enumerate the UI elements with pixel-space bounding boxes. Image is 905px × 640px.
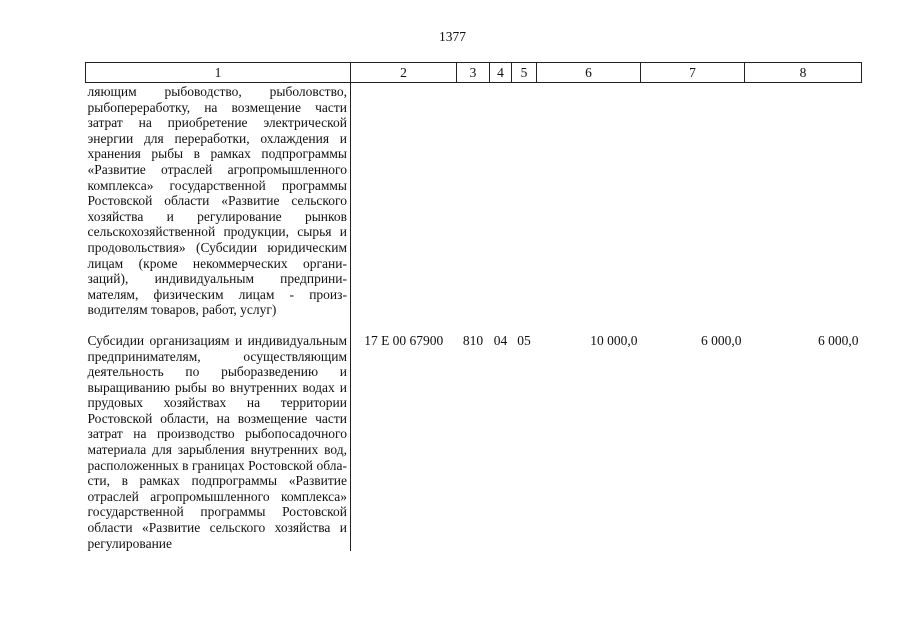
row-description: ляющим рыбоводство, рыболовство, рыбопереработку, на возмещение части затрат на приобретение электрической энергии для переработки, охлаждения и хранения рыбы в рамках подпрограммы «Развитие отраслей агропромышленного комплекса» государственной программы Ростовской области «Развитие сельского хозяйства и регулирование рынков сельскохозяйственной продукции, сырья и продовольствия» (Субсидии юридическим лицам (кроме некоммерческих организаций), индивидуальным предпринимателям, физическим лицам - производителям товаров, работ, услуг) xyxy=(86,83,351,330)
row-amount-col7 xyxy=(641,83,745,330)
row-expense-type: 810 xyxy=(462,332,484,348)
row-section xyxy=(490,83,512,330)
row-amount-col8: 6 000,0 xyxy=(818,332,859,348)
page-number: 1377 xyxy=(439,29,466,44)
column-header-7: 7 xyxy=(641,63,745,83)
column-header-5: 5 xyxy=(512,63,537,83)
column-header-6: 6 xyxy=(537,63,641,83)
column-number-header-row xyxy=(86,63,862,83)
column-header-4: 4 xyxy=(490,63,512,83)
column-header-2: 2 xyxy=(351,63,457,83)
row-amount-col6: 10 000,0 xyxy=(590,332,638,348)
row-subsection xyxy=(512,83,537,330)
table-row xyxy=(86,330,862,551)
row-amount-col8 xyxy=(745,83,862,330)
row-description: Субсидии организациям и индивидуальным предпринимателям, осуществляющим деятельность по рыборазведению и выращиванию рыбы во внутренних водах и прудовых хозяйствах на территории Ростовской области, на возмещение части затрат на производство рыбопосадочного материала для зарыбления внутренних вод, расположенных в границах Ростовской области, в рамках подпрограммы «Развитие отраслей агропромышленного комплекса» государственной программы Ростовской области «Развитие сельского хозяйства и регулирование xyxy=(86,330,351,551)
row-amount-col6 xyxy=(537,83,641,330)
row-subsection: 05 xyxy=(517,332,531,348)
column-header-8: 8 xyxy=(745,63,862,83)
row-section: 04 xyxy=(493,332,508,348)
column-header-1: 1 xyxy=(86,63,351,83)
budget-table xyxy=(85,62,862,551)
row-amount-col7: 6 000,0 xyxy=(701,332,742,348)
row-target-code: 17 Е 00 67900 xyxy=(364,332,444,348)
row-target-code xyxy=(351,83,457,330)
row-expense-type xyxy=(457,83,490,330)
column-header-3: 3 xyxy=(457,63,490,83)
table-row xyxy=(86,83,862,330)
